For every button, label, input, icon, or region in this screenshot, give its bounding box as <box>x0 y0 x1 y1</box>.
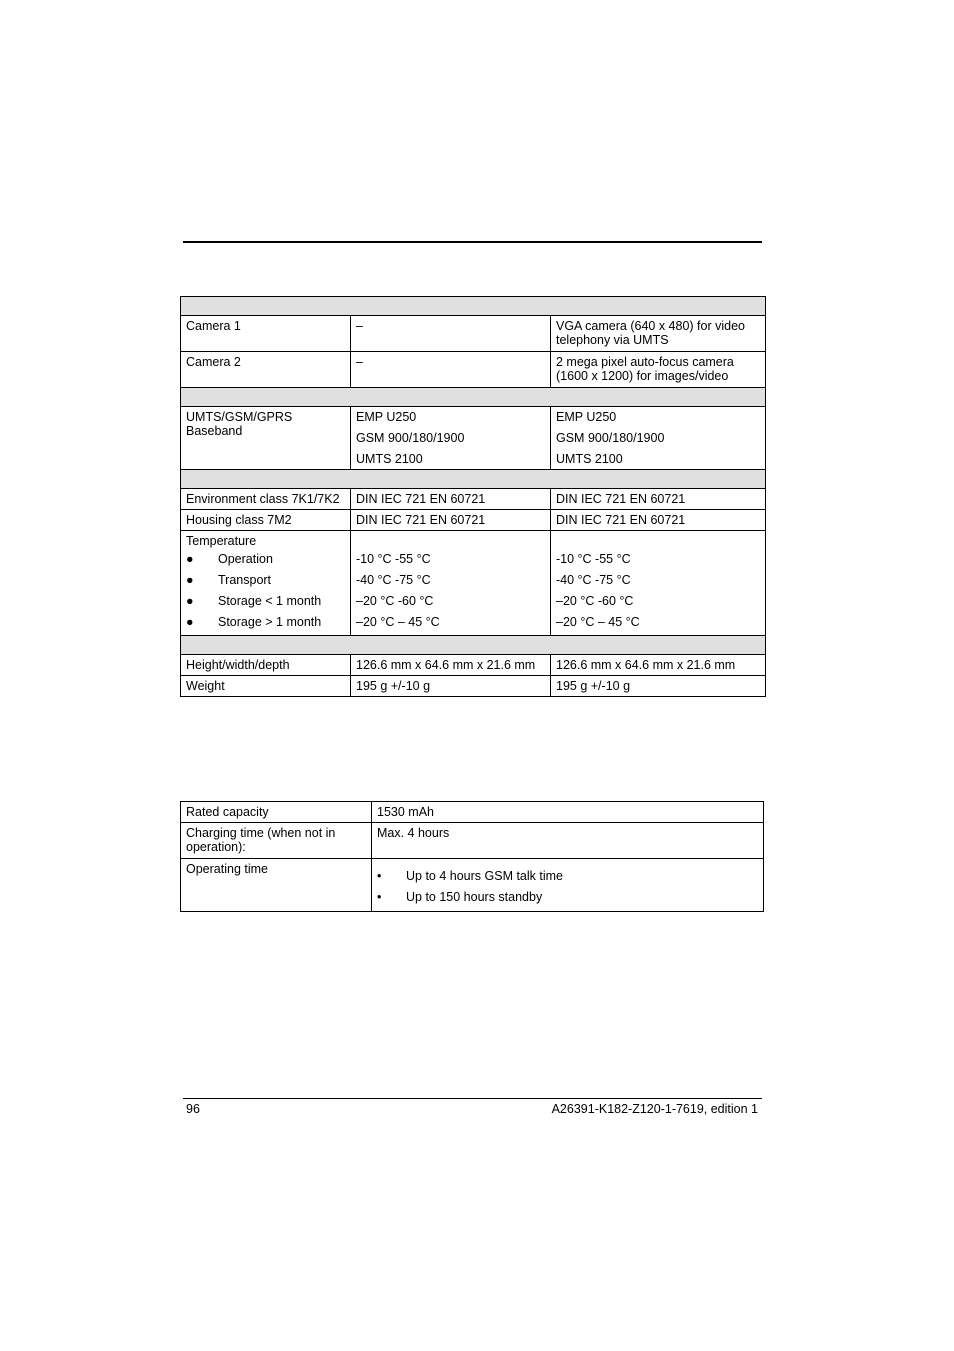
value-line: –20 °C -60 °C <box>556 594 634 608</box>
row-label: Height/width/depth <box>181 655 351 676</box>
bullet-icon: ● <box>186 594 194 608</box>
row-value: 126.6 mm x 64.6 mm x 21.6 mm <box>351 655 551 676</box>
list-item: • Up to 150 hours standby <box>377 890 543 904</box>
row-value: 195 g +/-10 g <box>551 676 766 697</box>
row-label: Rated capacity <box>181 802 372 823</box>
value-line: –20 °C -60 °C <box>356 594 434 608</box>
table-row <box>181 823 764 859</box>
value-line: -40 °C -75 °C <box>556 573 631 587</box>
value-line: EMP U250 <box>556 410 617 424</box>
document-id: A26391-K182-Z120-1-7619, edition 1 <box>551 1102 758 1116</box>
row-value <box>551 531 766 636</box>
value-line: -10 °C -55 °C <box>556 552 631 566</box>
value-line: GSM 900/180/1900 <box>556 431 665 445</box>
row-value: 126.6 mm x 64.6 mm x 21.6 mm <box>551 655 766 676</box>
header-rule <box>183 241 762 243</box>
row-label: Housing class 7M2 <box>181 510 351 531</box>
row-value: 1530 mAh <box>372 802 764 823</box>
list-item: ● Storage > 1 month <box>186 615 322 629</box>
row-label <box>181 531 351 636</box>
row-label: Environment class 7K1/7K2 <box>181 489 351 510</box>
section-header-cell <box>181 470 766 489</box>
list-item: ● Storage < 1 month <box>186 594 322 608</box>
section-header-row <box>181 636 766 655</box>
bullet-icon: ● <box>186 573 194 587</box>
table-row <box>181 489 766 510</box>
footer-rule <box>183 1098 762 1099</box>
table-row <box>181 859 764 912</box>
table-row <box>181 510 766 531</box>
value-line: EMP U250 <box>356 410 417 424</box>
value-line: -40 °C -75 °C <box>356 573 431 587</box>
bullet-icon: • <box>377 869 382 883</box>
table-row <box>181 676 766 697</box>
table-row <box>181 352 766 388</box>
section-header-row <box>181 470 766 489</box>
row-value: DIN IEC 721 EN 60721 <box>351 489 551 510</box>
list-item: • Up to 4 hours GSM talk time <box>377 869 564 883</box>
value-line: GSM 900/180/1900 <box>356 431 465 445</box>
row-value <box>351 407 551 470</box>
table-row <box>181 802 764 823</box>
section-header-cell <box>181 297 766 316</box>
value-line: UMTS 2100 <box>556 452 623 466</box>
row-value <box>351 531 551 636</box>
section-header-row <box>181 388 766 407</box>
list-item: ● Operation <box>186 552 273 566</box>
value-line: UMTS 2100 <box>356 452 423 466</box>
table-row <box>181 316 766 352</box>
row-label: Charging time (when not in operation): <box>181 823 372 859</box>
row-value: DIN IEC 721 EN 60721 <box>351 510 551 531</box>
value-line: –20 °C – 45 °C <box>356 615 440 629</box>
battery-table <box>180 801 764 912</box>
row-label: Camera 2 <box>181 352 351 388</box>
page-number: 96 <box>186 1102 200 1116</box>
row-value: DIN IEC 721 EN 60721 <box>551 510 766 531</box>
bullet-icon: • <box>377 890 382 904</box>
table-row <box>181 655 766 676</box>
row-value: VGA camera (640 x 480) for video telephony via UMTS <box>551 316 766 352</box>
section-header-cell <box>181 636 766 655</box>
row-value <box>372 859 764 912</box>
row-value: DIN IEC 721 EN 60721 <box>551 489 766 510</box>
row-value: – <box>351 352 551 388</box>
list-item: ● Transport <box>186 573 272 587</box>
row-value: 195 g +/-10 g <box>351 676 551 697</box>
row-value: Max. 4 hours <box>372 823 764 859</box>
specifications-table <box>180 296 766 697</box>
row-value: – <box>351 316 551 352</box>
table-row <box>181 407 766 470</box>
row-label: UMTS/GSM/GPRS Baseband <box>181 407 351 470</box>
section-header-row <box>181 297 766 316</box>
row-label: Camera 1 <box>181 316 351 352</box>
row-value: 2 mega pixel auto-focus camera (1600 x 1200) for images/video <box>551 352 766 388</box>
bullet-icon: ● <box>186 615 194 629</box>
bullet-icon: ● <box>186 552 194 566</box>
section-header-cell <box>181 388 766 407</box>
value-line: –20 °C – 45 °C <box>556 615 640 629</box>
row-value <box>551 407 766 470</box>
row-label: Operating time <box>181 859 372 912</box>
value-line: -10 °C -55 °C <box>356 552 431 566</box>
table-row <box>181 531 766 636</box>
row-label: Weight <box>181 676 351 697</box>
temperature-label: Temperature <box>186 534 257 548</box>
